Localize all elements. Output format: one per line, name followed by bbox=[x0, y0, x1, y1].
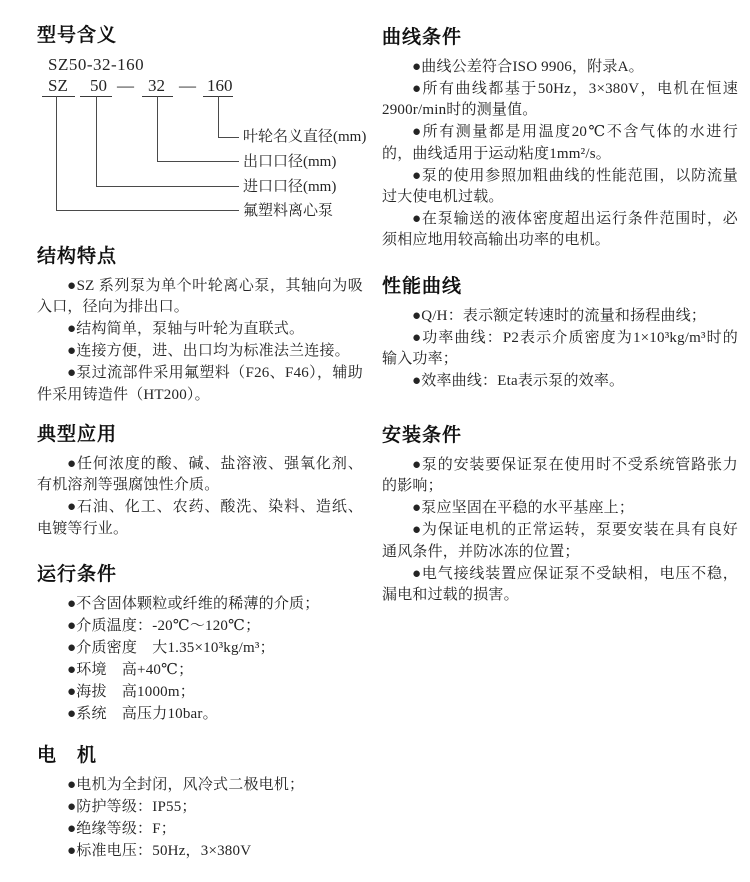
bullet-item: ●功率曲线：P2表示介质密度为1×10³kg/m³时的输入功率； bbox=[382, 329, 738, 368]
section-heading-curve-conditions: 曲线条件 bbox=[382, 27, 463, 48]
dash-separator: — bbox=[179, 76, 196, 95]
bullet-item: ●系统 高压力10bar。 bbox=[67, 705, 218, 722]
section-heading-operating-conditions: 运行条件 bbox=[37, 564, 118, 585]
bullet-item: ●电机为全封闭，风冷式二极电机； bbox=[67, 777, 305, 793]
bullet-item: ●绝缘等级：F； bbox=[67, 820, 177, 837]
bullet-item: ●在泵输送的液体密度超出运行条件范围时，必须相应地用较高输出功率的电机。 bbox=[382, 210, 738, 249]
bullet-item: ●所有曲线都基于50Hz，3×380V，电机在恒速2900r/min时的测量值。 bbox=[382, 80, 738, 119]
bullet-item: ●Q/H：表示额定转速时的流量和扬程曲线； bbox=[412, 308, 707, 324]
section-heading-performance-curves: 性能曲线 bbox=[382, 276, 463, 297]
bullet-item: ●泵的安装要保证泵在使用时不受系统管路张力的影响； bbox=[382, 457, 738, 495]
bullet-item: ●任何浓度的酸、碱、盐溶液、强氧化剂、有机溶剂等强腐蚀性介质。 bbox=[37, 456, 363, 494]
bullet-item: ●结构简单，泵轴与叶轮为直联式。 bbox=[67, 321, 305, 338]
section-operating-conditions bbox=[37, 564, 363, 725]
dash-separator: — bbox=[117, 76, 134, 95]
bullet-item: ●石油、化工、农药、酸洗、染料、造纸、电镀等行业。 bbox=[37, 499, 363, 537]
model-code-diagram bbox=[37, 55, 367, 235]
model-token-inlet: 50 bbox=[90, 76, 107, 95]
bullet-item: ●海拔 高1000m； bbox=[67, 683, 195, 700]
bullet-item: ●泵的使用参照加粗曲线的性能范围，以防流量过大使电机过载。 bbox=[382, 167, 738, 205]
bullet-item: ●介质密度 大1.35×10³kg/m³； bbox=[67, 639, 275, 656]
model-token-series: SZ bbox=[48, 76, 68, 95]
section-heading-installation-conditions: 安装条件 bbox=[382, 425, 463, 446]
bullet-item: ●环境 高+40℃； bbox=[67, 661, 194, 678]
bullet-item: ●连接方便，进、出口均为标准法兰连接。 bbox=[67, 343, 350, 360]
bullet-item: ●所有测量都是用温度20℃不含气体的水进行的，曲线适用于运动粘度1mm²/s。 bbox=[382, 124, 738, 162]
bullet-item: ●介质温度：-20℃～120℃； bbox=[67, 617, 261, 634]
label-impeller-diameter: 叶轮名义直径(mm) bbox=[243, 129, 367, 145]
section-heading-typical-applications: 典型应用 bbox=[37, 424, 118, 445]
section-performance-curves bbox=[382, 276, 738, 393]
bullet-item: ●泵应坚固在平稳的水平基座上； bbox=[412, 500, 635, 517]
section-heading-model-meaning: 型号含义 bbox=[37, 25, 118, 46]
label-pump-type: 氟塑料离心泵 bbox=[243, 203, 334, 219]
left-column bbox=[37, 0, 367, 882]
bullet-item: ●泵过流部件采用氟塑料（F26、F46），辅助件采用铸造件（HT200）。 bbox=[37, 365, 363, 403]
section-structural-features bbox=[37, 246, 363, 406]
section-model-meaning bbox=[37, 25, 363, 55]
model-token-impeller: 160 bbox=[207, 76, 233, 95]
section-motor bbox=[37, 745, 363, 863]
bullet-item: ●为保证电机的正常运转，泵要安装在具有良好通风条件，并防冰冻的位置； bbox=[382, 522, 738, 560]
section-typical-applications bbox=[37, 424, 363, 541]
section-heading-structural-features: 结构特点 bbox=[37, 246, 118, 267]
section-curve-conditions bbox=[382, 27, 738, 252]
bullet-item: ●防护等级：IP55； bbox=[67, 798, 197, 815]
model-code-text: SZ50-32-160 bbox=[48, 55, 145, 74]
label-outlet-diameter: 出口口径(mm) bbox=[243, 154, 337, 170]
section-heading-motor: 电 机 bbox=[37, 745, 98, 766]
label-inlet-diameter: 进口口径(mm) bbox=[243, 179, 337, 195]
connector-line-series bbox=[56, 96, 239, 211]
right-column bbox=[382, 0, 738, 882]
bullet-item: ●效率曲线：Eta表示泵的效率。 bbox=[412, 373, 625, 390]
bullet-item: ●曲线公差符合ISO 9906，附录A。 bbox=[412, 59, 644, 75]
model-token-outlet: 32 bbox=[148, 76, 165, 95]
bullet-item: ●不含固体颗粒或纤维的稀薄的介质； bbox=[67, 596, 320, 612]
bullet-item: ●SZ 系列泵为单个叶轮离心泵，其轴向为吸入口，径向为排出口。 bbox=[37, 278, 363, 316]
bullet-item: ●标准电压：50Hz，3×380V bbox=[67, 842, 252, 859]
bullet-item: ●电气接线装置应保证泵不受缺相，电压不稳，漏电和过载的损害。 bbox=[382, 565, 738, 603]
section-installation-conditions bbox=[382, 425, 738, 607]
